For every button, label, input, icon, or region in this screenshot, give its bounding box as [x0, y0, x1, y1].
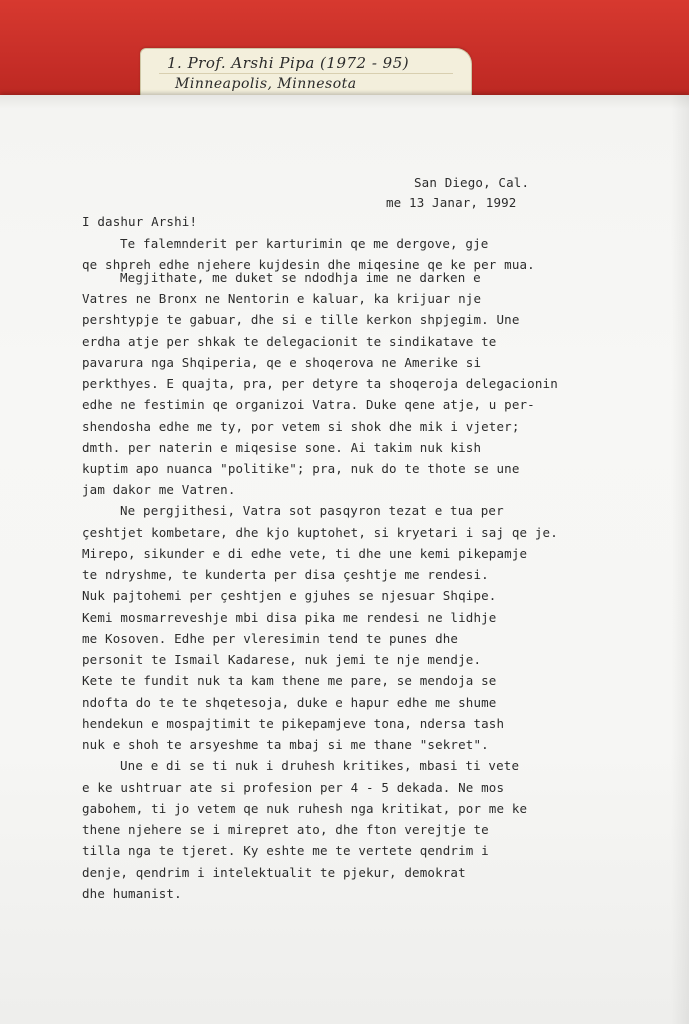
letter-line: kuptim apo nuanca "politike"; pra, nuk do te thote se une	[82, 461, 520, 476]
letter-line: Nuk pajtohemi per çeshtjen e gjuhes se njesuar Shqipe.	[82, 588, 497, 603]
letter-line: e ke ushtruar ate si profesion per 4 - 5 dekada. Ne mos	[82, 780, 505, 795]
letter-line: pershtypje te gabuar, dhe si e tille kerkon shpjegim. Une	[82, 312, 520, 327]
tab-line-1: 1. Prof. Arshi Pipa (1972 - 95)	[167, 54, 410, 72]
letter-line: dmth. per naterin e miqesise sone. Ai takim nuk kish	[82, 440, 482, 455]
letter-line: te ndryshme, te kunderta per disa çeshtje me rendesi.	[82, 567, 489, 582]
letter-date: me 13 Janar, 1992	[386, 195, 517, 210]
letter-salutation: I dashur Arshi!	[82, 214, 198, 229]
letter-line: tilla nga te tjeret. Ky eshte me te vertete qendrim i	[82, 843, 489, 858]
tab-line-2: Minneapolis, Minnesota	[175, 76, 357, 92]
letter-line: shendosha edhe me ty, por vetem si shok dhe mik i vjeter;	[82, 419, 520, 434]
letter-line: çeshtjet kombetare, dhe kjo kuptohet, si kryetari i saj qe je.	[82, 525, 558, 540]
letter-line: Ne pergjithesi, Vatra sot pasqyron tezat e tua per	[120, 503, 504, 518]
letter-line: Vatres ne Bronx ne Nentorin e kaluar, ka krijuar nje	[82, 291, 482, 306]
letter-line: dhe humanist.	[82, 886, 182, 901]
letter-line: personit te Ismail Kadarese, nuk jemi te nje mendje.	[82, 652, 482, 667]
letter-line: gabohem, ti jo vetem qe nuk ruhesh nga kritikat, por me ke	[82, 801, 528, 816]
letter-line: nuk e shoh te arsyeshme ta mbaj si me thane "sekret".	[82, 737, 489, 752]
letter-line: Kemi mosmarreveshje mbi disa pika me rendesi ne lidhje	[82, 610, 497, 625]
letter-place: San Diego, Cal.	[414, 175, 530, 190]
letter-line: erdha atje per shkak te delegacionit te sindikatave te	[82, 334, 497, 349]
letter-line: hendekun e mospajtimit te pikepamjeve tona, ndersa tash	[82, 716, 505, 731]
letter-line: Une e di se ti nuk i druhesh kritikes, mbasi ti vete	[120, 758, 520, 773]
letter-line: perkthyes. E quajta, pra, per detyre ta shoqeroja delegacionin	[82, 376, 558, 391]
letter-line: me Kosoven. Edhe per vleresimin tend te punes dhe	[82, 631, 459, 646]
letter-line: Megjithate, me duket se ndodhja ime ne darken e	[120, 270, 481, 285]
letter-line: qe shpreh edhe njehere kujdesin dhe miqesine qe ke per mua.	[82, 257, 535, 272]
letter-line: ndofta do te te shqetesoja, duke e hapur edhe me shume	[82, 695, 497, 710]
letter-line: pavarura nga Shqiperia, qe e shoqerova ne Amerike si	[82, 355, 482, 370]
letter-line: denje, qendrim i intelektualit te pjekur, demokrat	[82, 865, 466, 880]
letter-line: jam dakor me Vatren.	[82, 482, 236, 497]
letter-line: edhe ne festimin qe organizoi Vatra. Duke qene atje, u per-	[82, 397, 535, 412]
letter-line: Mirepo, sikunder e di edhe vete, ti dhe une kemi pikepamje	[82, 546, 528, 561]
letter-line: Kete te fundit nuk ta kam thene me pare, se mendoja se	[82, 673, 497, 688]
letter-line: thene njehere se i mirepret ato, dhe fton verejtje te	[82, 822, 489, 837]
letter-line: Te falemnderit per karturimin qe me dergove, gje	[120, 236, 489, 251]
